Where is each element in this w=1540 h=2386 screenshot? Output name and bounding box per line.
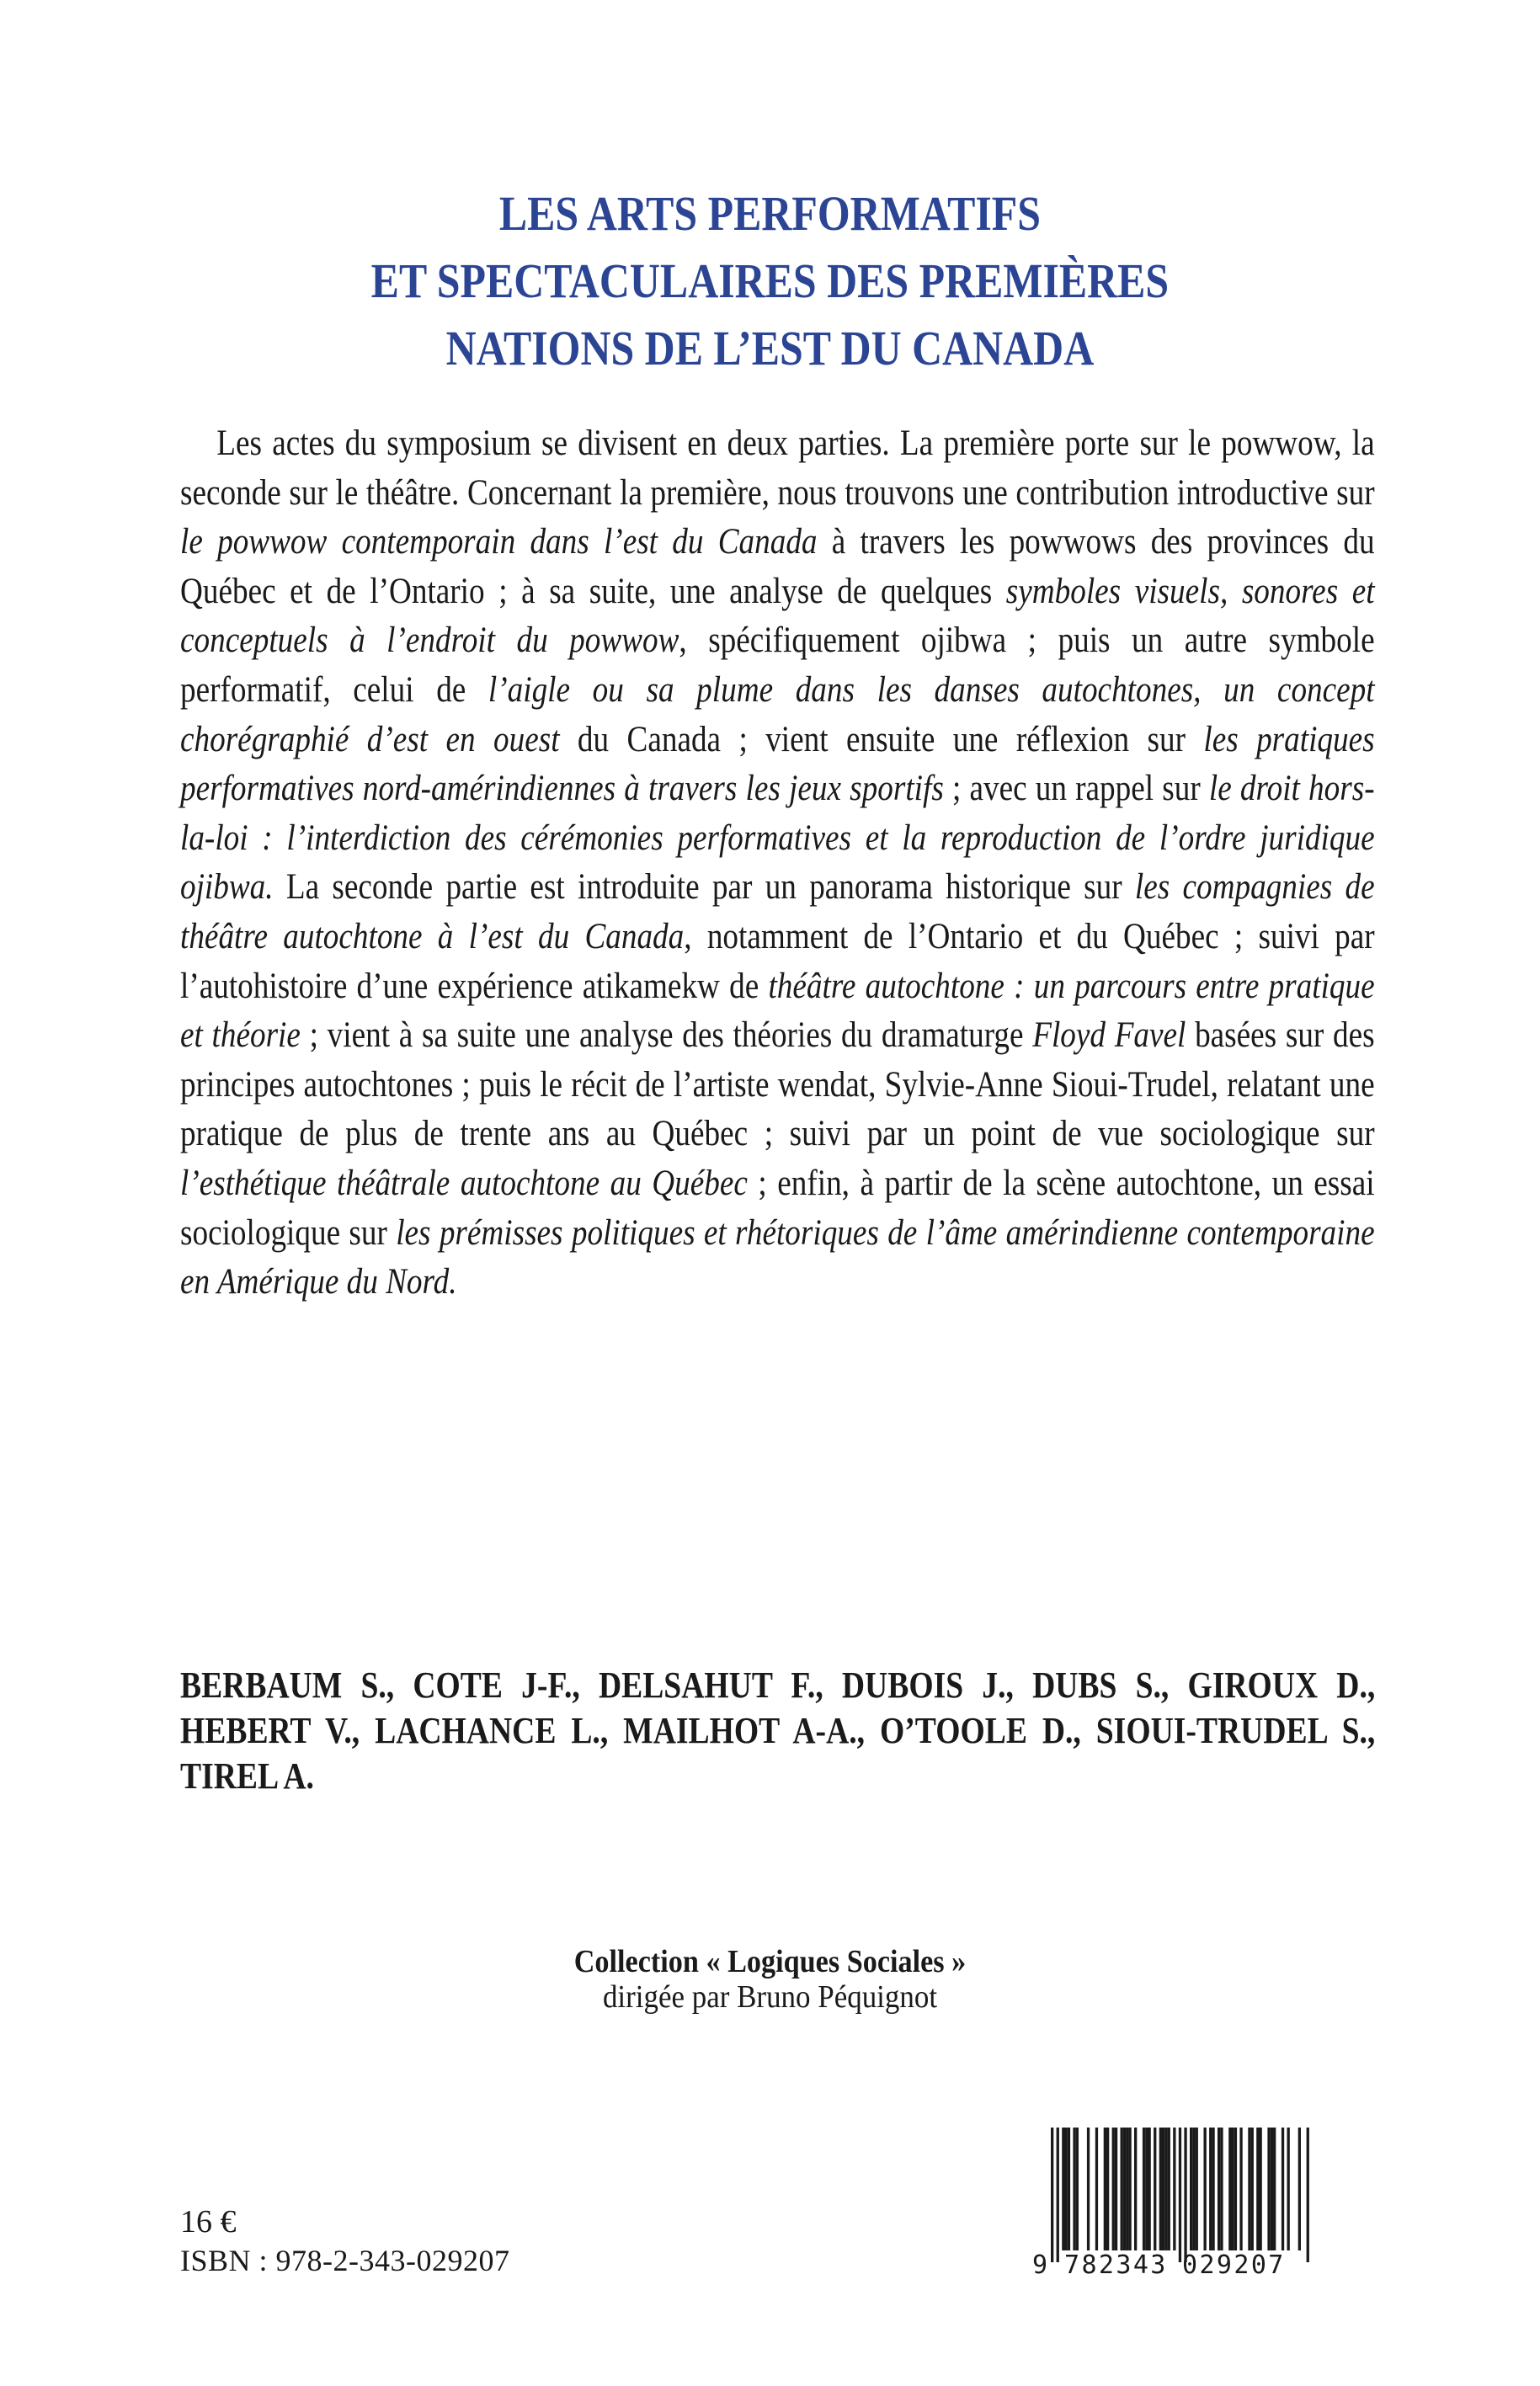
barcode-bars (1032, 2128, 1310, 2271)
abstract-run: , spécifiquement ojibwa ; puis un autre symbole performatif, celui de (180, 620, 1375, 710)
abstract-run: à travers les powwows des provinces du Québec et de l’Ontario ; à sa suite, une analyse de quelques (180, 522, 1375, 611)
book-title (108, 180, 1432, 382)
abstract-run: basées sur des principes autochtones ; puis le récit de l’artiste wendat, Sylvie-Anne Sioui-Trudel, relatant une pratique de plus de trente ans au Québec ; suivi par un point de vue sociologique sur (180, 1015, 1375, 1154)
collection-name: Collection « Logiques Sociales » (573, 1944, 967, 1979)
abstract-italic-run: les compagnies de théâtre autochtone à l’est du Canada (180, 867, 1375, 956)
barcode-first-digit: 9 (1032, 2250, 1048, 2280)
title-line-2: ET SPECTACULAIRES DES PREMIÈRES (370, 253, 1170, 308)
authors-text: BERBAUM S., COTE J-F., DELSAHUT F., DUBOIS J., DUBS S., GIROUX D., HEBERT V., LACHANCE L., MAILHOT A-A., O’TOOLE D., SIOUI-TRUDEL S., TIREL A. (180, 1664, 1376, 1797)
barcode-digits (1032, 2250, 1310, 2281)
abstract-italic-run: l’aigle ou sa plume dans les danses autochtones, un concept chorégraphié d’est en ouest (180, 669, 1375, 759)
abstract-italic-run: symboles visuels, sonores et conceptuels à l’endroit du powwow (180, 571, 1375, 661)
collection-info (0, 1943, 1540, 2014)
abstract-italic-run: le droit hors-la-loi : l’interdiction des cérémonies performatives et la reproduction de l’ordre juridique ojibwa. (180, 769, 1375, 908)
abstract-italic-run: le powwow contemporain dans l’est du Canada (180, 522, 818, 562)
abstract-run: ; avec un rappel sur (943, 769, 1209, 809)
isbn: ISBN : 978-2-343-029207 (180, 2244, 510, 2277)
title-line-1: LES ARTS PERFORMATIFS (498, 186, 1041, 241)
authors-list (180, 1663, 1374, 1799)
barcode-right-group: 029207 (1182, 2250, 1286, 2280)
abstract-run: ; enfin, à partir de la scène autochtone, un essai sociologique sur (180, 1163, 1375, 1253)
abstract-italic-run: les prémisses politiques et rhétoriques de l’âme amérindienne contemporaine en Amérique du Nord. (180, 1212, 1375, 1302)
abstract-italic-run: Floyd Favel (1032, 1015, 1186, 1056)
barcode-icon (1032, 2128, 1310, 2279)
title-line-3: NATIONS DE L’EST DU CANADA (445, 321, 1095, 375)
abstract-run: ; vient à sa suite une analyse des théories du dramaturge (300, 1015, 1033, 1056)
abstract-run: La seconde partie est introduite par un panorama historique sur (273, 867, 1135, 908)
abstract-italic-run: l’esthétique théâtrale autochtone au Québec (180, 1163, 748, 1203)
abstract-run: Les actes du symposium se divisent en deux parties. La première porte sur le powwow, la seconde sur le théâtre. Concernant la première, nous trouvons une contribution introductive sur (180, 423, 1375, 513)
abstract-text (180, 419, 1375, 1308)
abstract-run: , notamment de l’Ontario et du Québec ; suivi par l’autohistoire d’une expérience atikamekw de (180, 916, 1375, 1006)
abstract-italic-run: les pratiques performatives nord-amérindiennes à travers les jeux sportifs (180, 719, 1375, 809)
price: 16 € (180, 2204, 237, 2240)
abstract-run: du Canada ; vient ensuite une réflexion sur (559, 719, 1204, 759)
abstract-paragraph (180, 419, 1374, 1308)
collection-director: dirigée par Bruno Péquignot (602, 1979, 938, 2015)
abstract-italic-run: théâtre autochtone : un parcours entre pratique et théorie (180, 966, 1375, 1056)
barcode-left-group: 782343 (1064, 2250, 1168, 2280)
